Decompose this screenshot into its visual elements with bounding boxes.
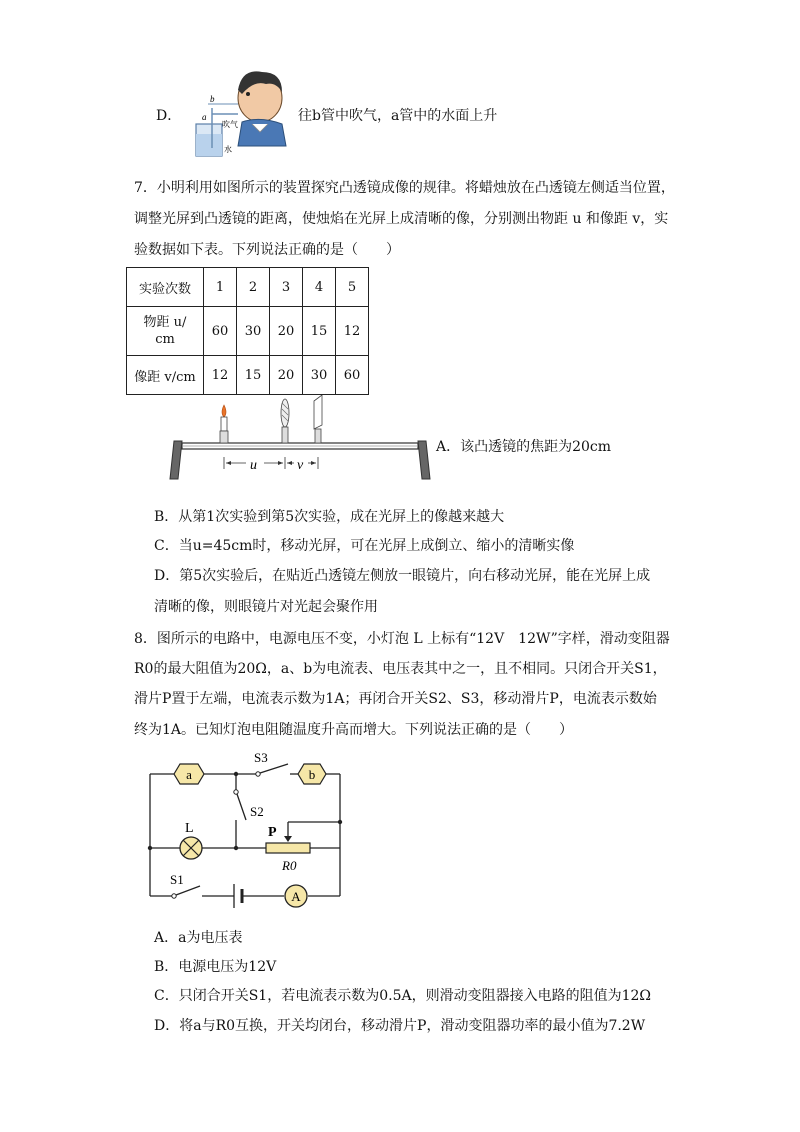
table-cell: 15 (303, 307, 336, 356)
candle-icon (220, 405, 228, 443)
junction-dot (234, 772, 238, 776)
dim-label-v: v (297, 458, 304, 473)
switch-s2-icon (234, 790, 246, 820)
q6-label-water: 水 (224, 145, 232, 154)
switch-s1-icon (172, 886, 200, 898)
junction-dot (148, 846, 152, 850)
ammeter-label: A (291, 889, 301, 904)
table-header-cell: 2 (237, 268, 270, 307)
optical-bench-figure (168, 395, 438, 485)
table-cell: 20 (270, 356, 303, 395)
q6-option-d-label: D． (156, 108, 182, 124)
meter-b-icon (298, 764, 326, 784)
q6-label-blow: 吹气 (222, 120, 238, 129)
table-cell: 12 (336, 307, 369, 356)
switch-s3-label: S3 (254, 750, 268, 765)
q7-stem-line-1: 7．小明利用如图所示的装置探究凸透镜成像的规律。将蜡烛放在凸透镜左侧适当位置， (134, 180, 675, 196)
junction-dot (338, 820, 342, 824)
ammeter-icon (285, 885, 307, 907)
table-header-cell: 1 (204, 268, 237, 307)
switch-s2-label: S2 (250, 804, 264, 819)
q7-option-c: C．当u=45cm时，移动光屏，可在光屏上成倒立、缩小的清晰实像 (154, 538, 575, 554)
q8-option-b: B．电源电压为12V (154, 959, 277, 975)
table-header-cell: 3 (270, 268, 303, 307)
table-cell: 30 (303, 356, 336, 395)
battery-icon (234, 884, 242, 908)
q6-label-a: a (202, 112, 207, 122)
q8-stem-line-1: 8．图所示的电路中，电源电压不变，小灯泡 L 上标有“12V 12W”字样，滑动变阻器 (134, 631, 670, 647)
q8-stem-line-2: R0的最大阻值为20Ω，a、b为电流表、电压表其中之一，且不相同。只闭合开关S1， (134, 661, 667, 677)
junction-dot (234, 846, 238, 850)
boy-body-icon (238, 119, 286, 146)
q8-stem-line-3: 滑片P置于左端，电流表示数为1A；再闭合开关S2、S3，移动滑片P，电流表示数始 (134, 691, 657, 707)
light-screen-icon (314, 395, 322, 443)
table-header-cell: 4 (303, 268, 336, 307)
q8-stem-line-4: 终为1A。已知灯泡电阻随温度升高而增大。下列说法正确的是（ ） (134, 722, 574, 738)
meter-a-icon (174, 764, 204, 784)
meter-b-label: b (308, 767, 316, 782)
q7-option-d-line-2: 清晰的像，则眼镜片对光起会聚作用 (154, 599, 378, 615)
table-header-cell: 实验次数 (127, 268, 204, 307)
table-cell: 60 (204, 307, 237, 356)
slider-p-label: P (268, 825, 277, 840)
table-row (127, 268, 369, 307)
bench-leg-left (170, 441, 182, 479)
row-u-label-2: cm (155, 332, 175, 347)
meter-a-label: a (186, 767, 192, 782)
row-u-label-1: 物距 u/ (143, 315, 187, 330)
q7-option-d-line-1: D．第5次实验后，在贴近凸透镜左侧放一眼镜片，向右移动光屏，能在光屏上成 (154, 568, 651, 584)
row-v-label: 像距 v/cm (127, 356, 204, 395)
table-row (127, 307, 369, 356)
q7-stem-line-2: 调整光屏到凸透镜的距离，使烛焰在光屏上成清晰的像，分别测出物距 u 和像距 v，实 (134, 211, 669, 227)
q6-option-d-text: 往b管中吹气，a管中的水面上升 (298, 108, 498, 124)
q7-option-b: B．从第1次实验到第5次实验，成在光屏上的像越来越大 (154, 509, 505, 525)
bench-leg-right (418, 441, 430, 479)
rheostat-label: R0 (282, 858, 297, 873)
q7-stem-line-3: 验数据如下表。下列说法正确的是（ ） (134, 242, 400, 258)
table-cell: 12 (204, 356, 237, 395)
table-cell: 20 (270, 307, 303, 356)
row-u-label (127, 307, 204, 356)
table-row (127, 356, 369, 395)
circuit-diagram (140, 748, 355, 918)
table-cell: 60 (336, 356, 369, 395)
table-cell: 15 (237, 356, 270, 395)
q8-option-c: C．只闭合开关S1，若电流表示数为0.5A，则滑动变阻器接入电路的阻值为12Ω (154, 988, 652, 1004)
q7-data-table (126, 267, 369, 395)
switch-s1-label: S1 (170, 872, 184, 887)
q6-blowing-figure (190, 64, 290, 160)
table-cell: 30 (237, 307, 270, 356)
q8-option-d: D．将a与R0互换，开关均闭台，移动滑片P，滑动变阻器功率的最小值为7.2W (154, 1018, 646, 1034)
rheostat-icon (266, 843, 310, 853)
switch-s3-icon (256, 764, 290, 776)
q7-option-a: A．该凸透镜的焦距为20cm (436, 439, 612, 455)
dim-label-u: u (250, 458, 257, 473)
slider-arrow-icon (284, 836, 292, 842)
lamp-icon (180, 837, 202, 859)
table-header-cell: 5 (336, 268, 369, 307)
lamp-label: L (185, 821, 194, 836)
q8-option-a: A．a为电压表 (154, 930, 243, 946)
convex-lens-icon (281, 399, 289, 443)
q6-label-b: b (210, 94, 215, 104)
